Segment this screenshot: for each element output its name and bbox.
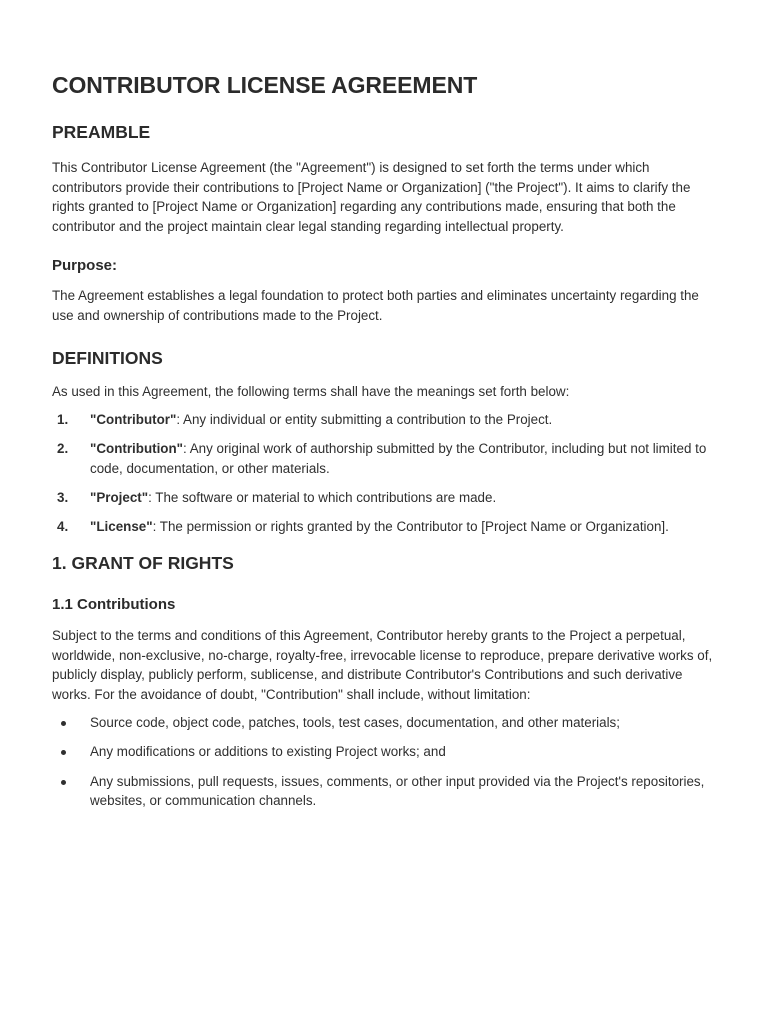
- bullet-dot-icon: [61, 721, 66, 726]
- definition-item: [52, 517, 718, 537]
- bullet-dot-icon: [61, 780, 66, 785]
- grant-of-rights-heading: 1. GRANT OF RIGHTS: [52, 552, 234, 573]
- bullet-text: Any modifications or additions to existing Project works; and: [90, 744, 446, 760]
- purpose-paragraph: The Agreement establishes a legal foundation to protect both parties and eliminates uncertainty regarding the use and ownership of contributions made to the Project.: [52, 288, 699, 323]
- definition-text: : Any individual or entity submitting a contribution to the Project.: [176, 412, 553, 428]
- definition-number: 2.: [57, 441, 69, 457]
- definition-term: "License": [90, 519, 153, 535]
- definitions-list: [52, 410, 718, 537]
- definition-item: [52, 410, 718, 430]
- bullet-item: [52, 742, 718, 762]
- definition-item: [52, 488, 718, 508]
- contributions-bullet-list: [52, 713, 718, 811]
- definition-text: : Any original work of authorship submitted by the Contributor, including but not limited to code, documentation, or other materials.: [90, 441, 707, 476]
- bullet-item: [52, 772, 718, 811]
- definition-item: [52, 439, 718, 478]
- contributions-paragraph: Subject to the terms and conditions of this Agreement, Contributor hereby grants to the Project a perpetual, worldwide, non-exclusive, no-charge, royalty-free, irrevocable license to reproduce, prepare derivative works of, publicly display, publicly perform, sublicense, and distribute Contributor's Contributions and such derivative works. For the avoidance of doubt, "Contribution" shall include, without limitation:: [52, 627, 713, 702]
- definition-number: 3.: [57, 490, 69, 506]
- purpose-heading: Purpose:: [52, 257, 118, 275]
- definition-number: 4.: [57, 519, 69, 535]
- definition-term: "Contributor": [90, 412, 177, 428]
- definitions-heading: DEFINITIONS: [52, 347, 163, 368]
- bullet-text: Any submissions, pull requests, issues, comments, or other input provided via the Project's repositories, websites, or communication channels.: [90, 773, 705, 809]
- definition-text: : The software or material to which contributions are made.: [148, 490, 497, 506]
- document-title: CONTRIBUTOR LICENSE AGREEMENT: [52, 72, 478, 98]
- preamble-heading: PREAMBLE: [52, 122, 151, 142]
- contributions-heading: 1.1 Contributions: [52, 595, 176, 613]
- bullet-item: [52, 713, 718, 733]
- preamble-paragraph: This Contributor License Agreement (the "Agreement") is designed to set forth the terms under which contributors provide their contributions to [Project Name or Organization] ("the Project"). It aims to clarify the rights granted to [Project Name or Organization] regarding any contributions made, ensuring that both the contributor and the project maintain clear legal standing regarding intellectual property.: [52, 160, 691, 234]
- bullet-text: Source code, object code, patches, tools, test cases, documentation, and other materials;: [90, 715, 620, 731]
- definition-text: : The permission or rights granted by the Contributor to [Project Name or Organization].: [152, 519, 669, 535]
- definition-number: 1.: [57, 412, 69, 428]
- definitions-intro: As used in this Agreement, the following terms shall have the meanings set forth below:: [52, 383, 570, 399]
- definition-term: "Contribution": [90, 441, 184, 457]
- definition-term: "Project": [90, 490, 149, 506]
- bullet-dot-icon: [61, 750, 66, 755]
